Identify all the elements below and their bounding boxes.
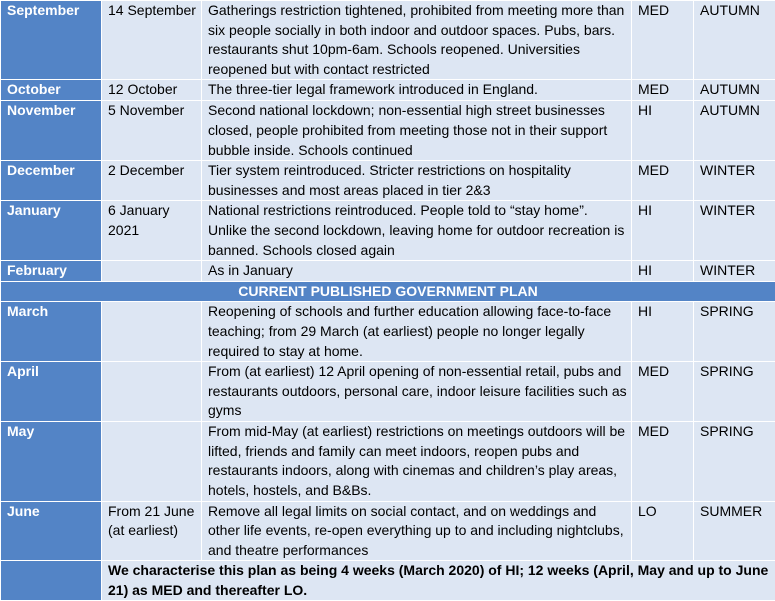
season-cell: SPRING [694,362,775,422]
section-header: CURRENT PUBLISHED GOVERNMENT PLAN [1,282,775,302]
month-cell: February [1,261,102,282]
description-cell: The three-tier legal framework introduced in England. [202,80,632,101]
season-cell: WINTER [694,201,775,261]
date-cell [102,362,202,422]
month-cell: January [1,201,102,261]
month-cell: November [1,101,102,161]
table-row-february [1,261,775,282]
season-cell: AUTUMN [694,80,775,101]
date-cell: From 21 June (at earliest) [102,501,202,561]
description-cell: From mid-May (at earliest) restrictions on meetings outdoors will be lifted, friends and family can meet indoors, reopen pubs and restaurants indoors, along with cinemas and children’s play areas, hotels, hostels, and B&Bs. [202,422,632,501]
description-cell: Second national lockdown; non-essential high street businesses closed, people prohibited from meeting those not in their support bubble inside. Schools continued [202,101,632,161]
month-cell: May [1,422,102,501]
month-cell: October [1,80,102,101]
season-cell: AUTUMN [694,1,775,80]
date-cell: 2 December [102,161,202,201]
description-cell: Gatherings restriction tightened, prohibited from meeting more than six people socially in both indoor and outdoor spaces. Pubs, bars. restaurants shut 10pm-6am. Schools reopened. Universities reopened but with contact restricted [202,1,632,80]
level-cell: HI [632,101,694,161]
level-cell: LO [632,501,694,561]
description-cell: Reopening of schools and further education allowing face-to-face teaching; from 29 March (at earliest) people no longer legally required to stay at home. [202,302,632,362]
date-cell [102,422,202,501]
footnote-spacer [1,561,102,601]
description-cell: As in January [202,261,632,282]
footnote-text: We characterise this plan as being 4 weeks (March 2020) of HI; 12 weeks (April, May and up to June 21) as MED and thereafter LO. [102,561,775,601]
season-cell: AUTUMN [694,101,775,161]
table-row-march [1,302,775,362]
table-row-september [1,1,775,80]
date-cell: 12 October [102,80,202,101]
table-row-october [1,80,775,101]
month-cell: December [1,161,102,201]
table-row-january [1,201,775,261]
level-cell: MED [632,1,694,80]
level-cell: HI [632,201,694,261]
month-cell: April [1,362,102,422]
level-cell: HI [632,261,694,282]
level-cell: HI [632,302,694,362]
table-row-may [1,422,775,501]
table-row-june [1,501,775,561]
table-row-december [1,161,775,201]
table-row-november [1,101,775,161]
description-cell: National restrictions reintroduced. People told to “stay home”. Unlike the second lockdown, leaving home for outdoor recreation is banned. Schools closed again [202,201,632,261]
month-cell: March [1,302,102,362]
level-cell: MED [632,161,694,201]
table-row-april [1,362,775,422]
footnote-row [1,561,775,601]
season-cell: WINTER [694,161,775,201]
level-cell: MED [632,422,694,501]
date-cell: 14 September [102,1,202,80]
description-cell: Remove all legal limits on social contact, and on weddings and other life events, re-open everything up to and including nightclubs, and theatre performances [202,501,632,561]
date-cell: 5 November [102,101,202,161]
date-cell [102,302,202,362]
season-cell: SPRING [694,422,775,501]
level-cell: MED [632,80,694,101]
season-cell: SUMMER [694,501,775,561]
description-cell: From (at earliest) 12 April opening of non-essential retail, pubs and restaurants outdoors, personal care, indoor leisure facilities such as gyms [202,362,632,422]
month-cell: September [1,1,102,80]
description-cell: Tier system reintroduced. Stricter restrictions on hospitality businesses and most areas placed in tier 2&3 [202,161,632,201]
season-cell: SPRING [694,302,775,362]
level-cell: MED [632,362,694,422]
season-cell: WINTER [694,261,775,282]
date-cell [102,261,202,282]
section-header-row [1,282,775,302]
month-cell: June [1,501,102,561]
date-cell: 6 January 2021 [102,201,202,261]
